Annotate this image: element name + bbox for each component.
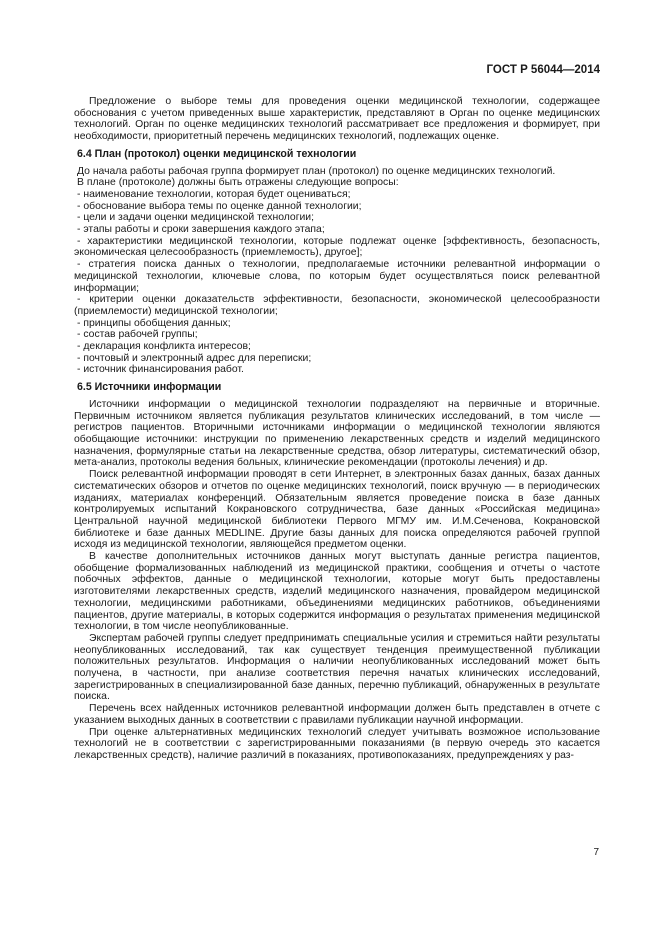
paragraph: Перечень всех найденных источников релевантной информации должен быть представлен в отчете с указанием выходных данных в соответствии с правилами публикации научной информации. [74, 703, 600, 726]
list-item: - обоснование выбора темы по оценке данной технологии; [77, 200, 362, 212]
section-heading-6-4: 6.4 План (протокол) оценки медицинской технологии [77, 147, 357, 160]
list-item: - почтовый и электронный адрес для переписки; [77, 352, 312, 364]
list-item: - состав рабочей группы; [77, 329, 198, 341]
paragraph: До начала работы рабочая группа формирует план (протокол) по оценке медицинских технологий. [77, 165, 556, 177]
list-item: - принципы обобщения данных; [77, 317, 231, 329]
document-body [74, 96, 600, 762]
list [74, 189, 600, 376]
paragraph: Поиск релевантной информации проводят в сети Интернет, в электронных базах данных, базах данных систематических обзоров и отчетов по оценке медицинских технологий, поиск вручную — в периодических изданиях, материалах конференций. Обязательным является проведение поиска в базе данных контролируемых испытаний Кокрановского сотрудничества, базе данных «Российская медицина» Центральной научной медицинской библиотеки Первого МГМУ им. И.М.Сеченова, Кокрановской библиотеке и базе данных MEDLINE. Другие базы данных для поиска определяются рабочей группой исходя из медицинской технологии, являющейся предметом оценки. [74, 469, 600, 551]
list-item: - стратегия поиска данных о технологии, предполагаемые источники релевантной информации о медицинской технологии, ключевые слова, по которым будет осуществляться поиск релевантной информации; [74, 259, 600, 294]
paragraph: При оценке альтернативных медицинских технологий следует учитывать возможное использование технологий не в соответствии с зарегистрированными показаниями (в первую очередь это касается лекарственных средств), наличие различий в показаниях, противопоказаниях, предупреждениях у раз- [74, 726, 600, 761]
list-item: - критерии оценки доказательств эффективности, безопасности, экономической целесообразности (приемлемости) медицинской технологии; [74, 294, 600, 317]
section-heading-6-5: 6.5 Источники информации [77, 381, 222, 394]
list-item: - цели и задачи оценки медицинской технологии; [77, 212, 314, 224]
list-item: - характеристики медицинской технологии, которые подлежат оценке [эффективность, безопасность, экономическая целесообразность (приемлемость), другое]; [74, 235, 600, 259]
paragraph: Экспертам рабочей группы следует предпринимать специальные усилия и стремиться найти результаты неопубликованных исследований, так как существует тенденция преимущественной публикации положительных результатов. Информация о наличии неопубликованных исследований может быть получена, в частности, при анализе соответствия перечня начатых клинических исследований, зарегистрированных в специализированной базе данных, перечню публикаций, обнаруженных в результате поиска. [74, 632, 600, 703]
paragraph: Источники информации о медицинской технологии подразделяют на первичные и вторичные. Первичным источником является публикация результатов клинических исследований, в том числе — регистров пациентов. Вторичными источниками информации о медицинской технологии являются обобщающие источники: инструкции по применению лекарственных средств и изделий медицинского назначения, формулярные статьи на лекарственные средства, обзор литературы, систематический обзор, мета-анализ, протоколы ведения больных, клинические рекомендации (протоколы лечения) и др. [74, 398, 600, 469]
list-item: - декларация конфликта интересов; [77, 341, 251, 353]
intro-paragraph: Предложение о выборе темы для проведения оценки медицинской технологии, содержащее обоснования с учетом приведенных выше характеристик, представляют в Орган по оценке медицинских технологий. Орган по оценке медицинских технологий рассматривает все предложения и формирует, при необходимости, приоритетный перечень медицинских технологий, подлежащих оценке. [74, 96, 600, 143]
paragraph: В качестве дополнительных источников данных могут выступать данные регистра пациентов, обобщение формализованных наблюдений из медицинской практики, сообщения и отчеты о частоте побочных эффектов, данные о медицинской технологии, которые могут быть предоставлены изготовителями лекарственных средств, изделий медицинского назначения, провайдером медицинской технологии, медицинскими работниками, объединениями медицинских работников, объединениями пациентов, другие материалы, в которых содержится информация о результатах применения медицинской технологии, в том числе неопубликованные. [74, 551, 600, 633]
list-item: - этапы работы и сроки завершения каждого этапа; [77, 224, 325, 236]
section-6-5-body [74, 399, 600, 762]
list-item: - источник финансирования работ. [77, 364, 244, 376]
paragraph: В плане (протоколе) должны быть отражены следующие вопросы: [77, 177, 399, 189]
page-number: 7 [593, 847, 599, 858]
document-header: ГОСТ Р 56044—2014 [486, 64, 600, 76]
list-item: - наименование технологии, которая будет оцениваться; [77, 188, 351, 200]
